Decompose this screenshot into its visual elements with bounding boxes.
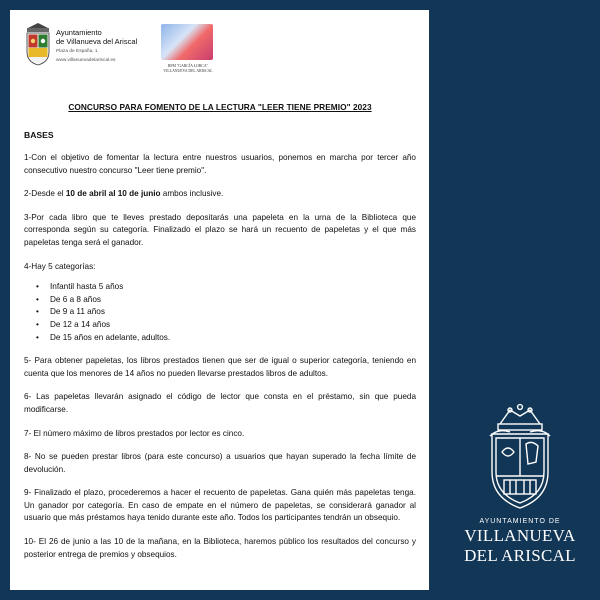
crest-outline-icon <box>480 402 560 514</box>
town-hall-logo <box>460 402 580 565</box>
category-item: • De 9 a 11 años <box>24 306 416 319</box>
category-item: • De 15 años en adelante, adultos. <box>24 332 416 345</box>
rule-7: 7- El número máximo de libros prestados por lector es cinco. <box>24 428 245 438</box>
town-hall-name-line1: Ayuntamiento <box>56 28 102 37</box>
rule-5: 5- Para obtener papeletas, los libros prestados tienen que ser de igual o superior categoría, teniendo en cuenta que los menores de 14 años no pueden llevarse prestados libros de adultos. <box>24 356 416 378</box>
library-logo-icon <box>161 24 213 60</box>
town-hall-address: Plaza de España, 1 <box>56 49 98 54</box>
rule-10: 10- El 26 de junio a las 10 de la mañana, en la Biblioteca, haremos público los resultados del concurso y posterior entrega de premios y obsequios. <box>24 537 416 559</box>
rule-2-suffix: ambos inclusive. <box>160 189 224 199</box>
bases-heading: BASES <box>24 130 54 140</box>
rule-4: 4-Hay 5 categorías: <box>24 261 96 271</box>
library-logo-text <box>158 64 218 73</box>
side-logo-prefix: AYUNTAMIENTO DE <box>479 518 561 525</box>
rule-8: 8- No se pueden prestar libros (para este concurso) a usuarios que hayan superado la fecha límite de devolución. <box>24 452 416 474</box>
rule-9: 9- Finalizado el plazo, procederemos a hacer el recuento de papeletas. Gana quién más papeletas tenga. Un ganador por categoría. En caso de empate en el número de papeletas, se considerará ganador al usuario que más préstamos haya tenido durante este año. Todos los participantes tendrán un obsequio. <box>24 488 416 523</box>
category-item: • De 12 a 14 años <box>24 319 416 332</box>
side-logo-line1: VILLANUEVA <box>464 526 576 545</box>
rule-2-dates: 10 de abril al 10 de junio <box>65 189 161 199</box>
category-item: • Infantil hasta 5 años <box>24 281 416 294</box>
town-hall-block <box>56 28 137 64</box>
rule-6: 6- Las papeletas llevarán asignado el código de lector que consta en el préstamo, sin que pueda modificarse. <box>24 392 416 414</box>
document-title: CONCURSO PARA FOMENTO DE LA LECTURA "LEER TIENE PREMIO" 2023 <box>68 102 372 112</box>
category-list <box>24 281 416 344</box>
rule-1: 1-Con el objetivo de fomentar la lectura entre nuestros usuarios, ponemos en marcha por tercer año consecutivo nuestro concurso "Leer tiene premio". <box>24 153 416 175</box>
letterhead <box>24 22 416 84</box>
library-name: BPM "GARCÍA LORCA" <box>167 64 209 68</box>
library-town: VILLANUEVA DEL ARISCAL <box>163 68 213 73</box>
rule-3: 3-Por cada libro que te lleves prestado depositarás una papeleta en la urna de la Biblioteca que corresponda según su categoría. Finalizado el plazo se hará un recuento de papeletas y el que más papeletas tenga será el ganador. <box>24 212 416 247</box>
category-item: • De 6 a 8 años <box>24 294 416 307</box>
rule-2-prefix: 2-Desde el <box>24 189 66 199</box>
document-page <box>10 10 429 590</box>
side-logo-line2: DEL ARISCAL <box>464 546 576 565</box>
rule-2 <box>24 188 416 201</box>
town-crest-icon <box>24 22 52 66</box>
town-hall-website: www.villanuevadelariscal.es <box>56 58 116 63</box>
town-hall-name-line2: de Villanueva del Ariscal <box>56 37 138 46</box>
